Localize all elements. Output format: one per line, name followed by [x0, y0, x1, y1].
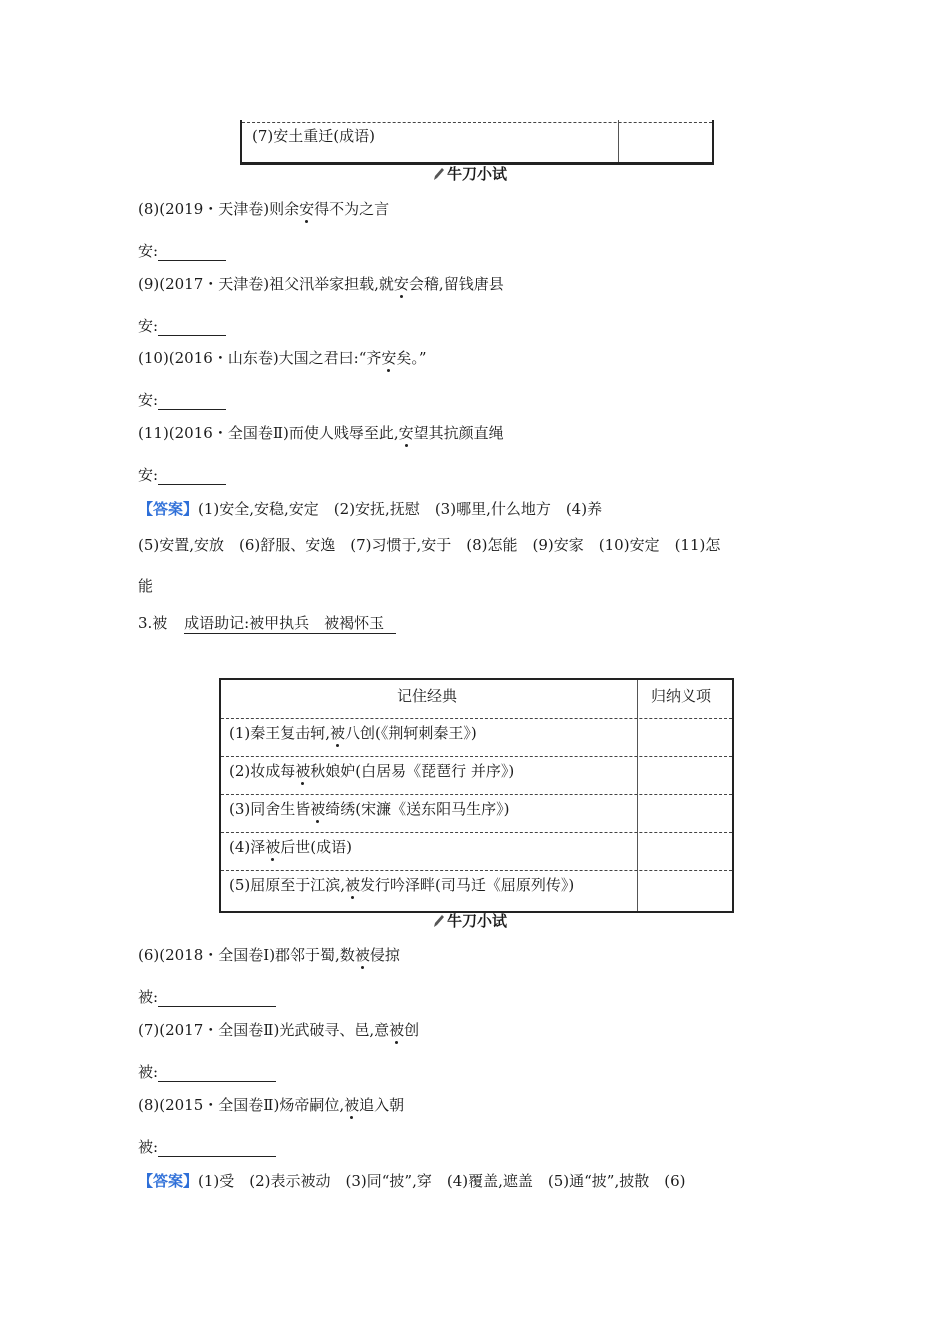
question-text: (7)(2017・全国卷Ⅱ)光武破寻、邑,意	[138, 1021, 390, 1039]
answer-blank-an-8[interactable]	[138, 241, 226, 261]
key-char: 被	[295, 762, 311, 780]
answer-blank-bei-8[interactable]	[138, 1137, 276, 1157]
answer-blank-bei-7[interactable]	[138, 1062, 276, 1082]
table-row	[229, 837, 352, 857]
table-row-7: (7)安土重迁(成语)	[252, 127, 375, 145]
row-text: 发行吟泽畔(司马迁《屈原列传》)	[360, 876, 575, 894]
table-column-divider	[637, 680, 638, 911]
table-column-divider	[618, 120, 619, 162]
key-char: 被	[265, 838, 281, 856]
section-heading-label: 牛刀小试	[447, 165, 508, 183]
question-text: 追入朝	[359, 1096, 405, 1114]
key-char: 安	[393, 275, 409, 293]
table-dash-line	[221, 718, 732, 719]
question-text: 矣。”	[396, 349, 427, 367]
answer-blank-an-11[interactable]	[138, 465, 226, 485]
table-row	[229, 875, 574, 895]
answer-key-1	[138, 499, 602, 519]
answer-tag: 【答案】	[138, 1172, 199, 1190]
question-text: (8)(2015・全国卷Ⅱ)炀帝嗣位,	[138, 1096, 345, 1114]
question-text: (6)(2018・全国卷Ⅰ)郡邻于蜀,数	[138, 946, 355, 964]
key-char: 安	[381, 349, 397, 367]
question-an-9	[138, 274, 504, 294]
table-row	[229, 761, 514, 781]
key-char: 安	[299, 200, 315, 218]
table-dash-line	[221, 756, 732, 757]
answer-text: (1)受 (2)表示被动 (3)同“披”,穿 (4)覆盖,遮盖 (5)通“披”,披散 (6)	[198, 1172, 686, 1190]
question-an-10	[138, 348, 427, 368]
key-char: 被	[354, 946, 370, 964]
table-dash-line	[242, 122, 712, 123]
fill-blank[interactable]	[158, 321, 226, 336]
classic-table-continued	[240, 120, 714, 165]
question-text: 望其抗颜直绳	[413, 424, 504, 442]
question-text: 会稽,留钱唐县	[408, 275, 504, 293]
answer-text: (1)安全,安稳,安定 (2)安抚,抚慰 (3)哪里,什么地方 (4)养	[198, 500, 603, 518]
row-text: 八创(《荆轲刺秦王》)	[345, 724, 477, 742]
answer-key-2	[138, 1171, 685, 1191]
row-text: (2)妆成每	[229, 762, 296, 780]
blank-label: 安:	[138, 466, 159, 484]
key-char: 被	[344, 1096, 360, 1114]
pencil-icon	[432, 167, 444, 181]
row-text: (5)屈原至于江滨,	[229, 876, 346, 894]
row-text: 秋娘妒(白居易《琵琶行 并序》)	[310, 762, 515, 780]
row-text: (4)泽	[229, 838, 266, 856]
table-dash-line	[221, 832, 732, 833]
mnemonic: 成语助记:被甲执兵 被褐怀玉	[184, 613, 396, 634]
blank-label: 安:	[138, 317, 159, 335]
section-3-header	[138, 613, 396, 634]
fill-blank[interactable]	[158, 246, 226, 261]
question-bei-8	[138, 1095, 404, 1115]
answer-blank-an-10[interactable]	[138, 390, 226, 410]
key-char: 被	[310, 800, 326, 818]
table-header-right: 归纳义项	[651, 687, 712, 705]
key-char: 被	[330, 724, 346, 742]
classic-table	[219, 678, 734, 913]
question-text: (11)(2016・全国卷Ⅱ)而使人贱辱至此,	[138, 424, 399, 442]
fill-blank[interactable]	[158, 1142, 276, 1157]
row-text: (3)同舍生皆	[229, 800, 311, 818]
key-char: 被	[389, 1021, 405, 1039]
question-text: (8)(2019・天津卷)则余	[138, 200, 300, 218]
table-header-left: 记住经典	[397, 687, 458, 705]
fill-blank[interactable]	[158, 992, 276, 1007]
key-char: 安	[398, 424, 414, 442]
question-bei-7	[138, 1020, 419, 1040]
table-dash-line	[221, 870, 732, 871]
question-text: 得不为之言	[314, 200, 390, 218]
fill-blank[interactable]	[158, 395, 226, 410]
blank-label: 被:	[138, 988, 159, 1006]
answer-tag: 【答案】	[138, 500, 199, 518]
section-title: 3.被	[138, 614, 168, 632]
section-heading-1	[432, 163, 507, 184]
fill-blank[interactable]	[158, 470, 226, 485]
question-bei-6	[138, 945, 400, 965]
table-dash-line	[221, 794, 732, 795]
question-text: (10)(2016・山东卷)大国之君曰:“齐	[138, 349, 382, 367]
answer-key-1-line2: (5)安置,安放 (6)舒服、安逸 (7)习惯于,安于 (8)怎能 (9)安家 (10)安定 (11)怎	[138, 536, 721, 554]
question-text: 侵掠	[369, 946, 400, 964]
fill-blank[interactable]	[158, 1067, 276, 1082]
row-text: 后世(成语)	[280, 838, 352, 856]
table-row	[229, 723, 477, 743]
question-an-11	[138, 423, 504, 443]
question-an-8	[138, 199, 389, 219]
row-text: 绮绣(宋濂《送东阳马生序》)	[325, 800, 510, 818]
row-text: (1)秦王复击轲,	[229, 724, 331, 742]
table-row	[229, 799, 509, 819]
answer-key-1-line3: 能	[138, 577, 154, 595]
section-heading-label: 牛刀小试	[447, 912, 508, 930]
blank-label: 安:	[138, 391, 159, 409]
answer-blank-an-9[interactable]	[138, 316, 226, 336]
pencil-icon	[432, 914, 444, 928]
blank-label: 安:	[138, 242, 159, 260]
answer-blank-bei-6[interactable]	[138, 987, 276, 1007]
blank-label: 被:	[138, 1138, 159, 1156]
key-char: 被	[345, 876, 361, 894]
section-heading-2	[432, 910, 507, 931]
blank-label: 被:	[138, 1063, 159, 1081]
question-text: (9)(2017・天津卷)祖父汛举家担载,就	[138, 275, 394, 293]
question-text: 创	[404, 1021, 420, 1039]
